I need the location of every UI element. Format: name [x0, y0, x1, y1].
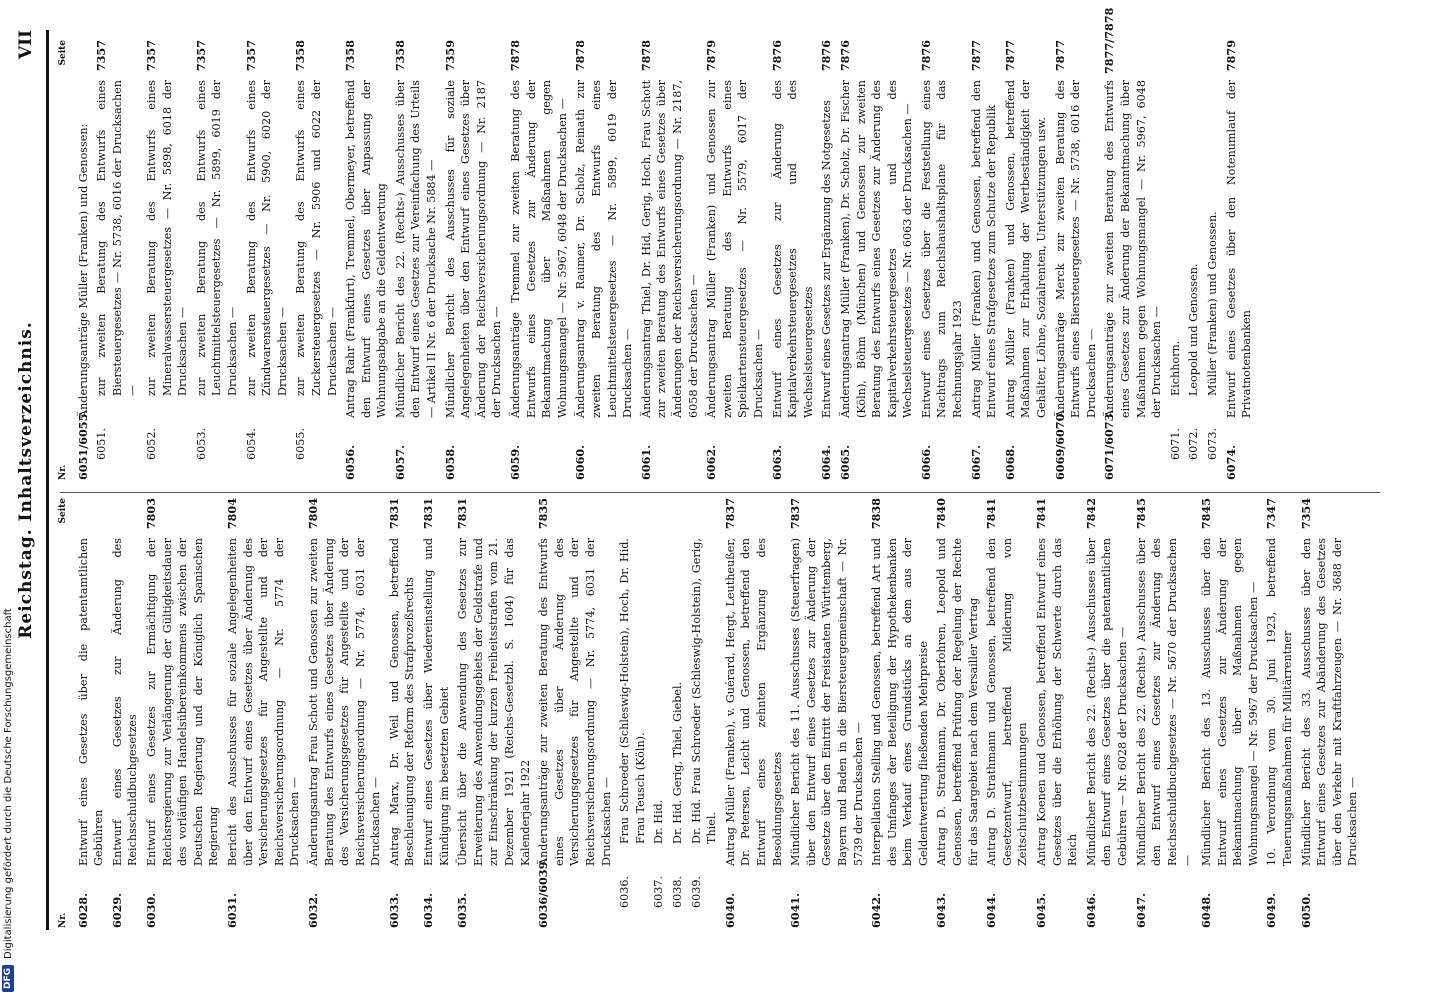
entry-number: 6057.	[392, 444, 407, 480]
dfg-logo: DFG	[2, 965, 14, 992]
entry-text: Entwurf eines Gesetzes über den Notenumlauf der Privatnotenbanken	[1224, 80, 1254, 418]
entry-text: zur zweiten Beratung des Entwurfs eines Zündwarensteuergesetzes — Nr. 5900, 6020 der Drucksachen —	[244, 80, 289, 396]
entry-page: 7837	[788, 498, 803, 530]
toc-entry	[76, 498, 107, 928]
entry-page: 7879	[1223, 40, 1238, 72]
entry-number: 6063.	[769, 444, 784, 480]
entry-page: 7842	[1083, 498, 1098, 530]
entry-number: 6047.	[1133, 892, 1148, 928]
entry-number: 6036.	[618, 875, 632, 908]
entry-number: 6037.	[652, 875, 666, 908]
entry-page: 7837	[722, 498, 737, 530]
entry-number: 6031.	[224, 892, 239, 928]
toc-entry	[94, 40, 141, 480]
toc-entry	[704, 40, 766, 480]
entry-text: zur zweiten Beratung des Entwurfs eines Mineralwassersteuergesetzes — Nr. 5898, 6018 der Drucksachen —	[144, 80, 190, 396]
entry-page: 7357	[193, 40, 208, 72]
toc-entry	[770, 40, 817, 480]
toc-entry	[144, 40, 191, 480]
toc-entry	[194, 40, 241, 480]
entry-number: 6068.	[1002, 444, 1017, 480]
toc-entry	[455, 498, 533, 928]
entry-text: Mündlicher Bericht des 22. (Rechts-) Ausschusses über den Entwurf eines Gesetzes über die patentamtlichen Gebühren — Nr. 6028 der Drucksachen —	[1084, 538, 1129, 866]
toc-entry	[934, 498, 981, 928]
entry-text: Mündlicher Bericht des 33. Ausschusses über den Entwurf eines Gesetzes zur Abänderung des Gesetzes über den Verkehr mit Kraftfahrzeugen — Nr. 3688 der Drucksachen —	[1299, 538, 1360, 866]
toc-entry	[1053, 40, 1100, 480]
entry-page: 7358	[293, 40, 308, 72]
entry-text: Entwurf eines Gesetzes über die patentamtlichen Gebühren	[76, 538, 106, 866]
entry-number: 6040.	[722, 892, 737, 928]
entry-text: Änderungsantrag Müller (Franken), Dr. Scholz, Dr. Fischer (Köln), Böhm (München) und Genossen zur zweiten Beratung des Entwurfs eines Gesetzes zur Änderung des Kapitalverkehrsteuergesetzes und des Wechselsteuergesetzes — Nr. 6063 der Drucksachen —	[838, 80, 915, 418]
toc-entry	[343, 40, 390, 480]
entry-number: 6039.	[689, 875, 703, 908]
footer-text: Digitalisierung gefördert durch die Deutsche Forschungsgemeinschaft	[2, 608, 14, 959]
toc-entry	[1205, 40, 1221, 480]
entry-number: 6067.	[968, 444, 983, 480]
entry-number: 6038.	[670, 875, 684, 908]
entry-text: Entwurf eines Gesetzes über Wiedereinstellung und Kündigung im besetzten Gebiet	[422, 538, 451, 866]
entry-number: 6059.	[508, 444, 523, 480]
entry-text: Änderungsanträge Müller (Franken) und Genossen:	[76, 123, 90, 418]
entry-number: 6060.	[573, 444, 588, 480]
entry-page: 7357	[94, 40, 109, 72]
entry-number: 6029.	[109, 892, 124, 928]
toc-entry	[508, 40, 570, 480]
entry-text: 10. Verordnung vom 30. Juni 1923, betreffend Teuerungsmaßnahmen für Militärrentner	[1265, 538, 1294, 866]
entry-page: 7878	[638, 40, 653, 72]
entry-text: Leopold und Genossen.	[1187, 263, 1201, 396]
nr-label: Nr.	[58, 912, 68, 928]
entry-text: Antrag D. Strathmann und Genossen, betreffend den Gesetzentwurf, betreffend Milderung von Zeitschutzbestimmungen	[985, 538, 1030, 866]
entry-page: 7876	[819, 40, 834, 72]
entry-text: Änderungsanträge zur zweiten Beratung des Entwurfs eines Gesetzes zur Änderung der Bekanntmachung über Maßnahmen gegen Wohnungsmangel — Nr. 5967, 6048 der Drucksachen —	[1103, 80, 1164, 418]
right-column-head	[56, 40, 72, 480]
toc-entry	[1224, 40, 1255, 480]
entry-number: 6056.	[343, 444, 358, 480]
entry-page: 7876	[769, 40, 784, 72]
entry-page: 7841	[984, 498, 999, 530]
toc-entry	[819, 40, 835, 480]
entry-page: 7347	[1264, 498, 1279, 530]
toc-entry	[1264, 498, 1295, 928]
entry-text: Entwurf eines Gesetzes über die Feststellung eines Nachtrags zum Reichshaushaltsplane für das Rechnungsjahr 1923	[919, 80, 965, 418]
entry-text: Frau Schroeder (Schleswig-Holstein), Hoch, Dr. Hid. Frau Teusch (Köln).	[618, 538, 647, 844]
entry-number: 6062.	[704, 444, 719, 480]
entry-text: Mündlicher Bericht des 13. Ausschusses über den Entwurf eines Gesetzes zur Änderung der Bekanntmachung über Maßnahmen gegen Wohnungsmangel — Nr. 5967 der Drucksachen —	[1199, 538, 1260, 866]
entry-page: 7357	[143, 40, 158, 72]
entry-text: zur zweiten Beratung des Entwurfs eines Zuckersteuergesetzes — Nr. 5906 und 6022 der Drucksachen —	[294, 80, 339, 396]
toc-entry	[670, 498, 686, 928]
entry-text: Änderungsanträge Merck zur zweiten Beratung des Entwurfs eines Biersteuergesetzes — Nr. 5738, 6016 der Drucksachen —	[1053, 80, 1098, 418]
entry-number: 6051.	[95, 427, 109, 460]
entry-text: Interpellation Stelling und Genossen, betreffend Art und des Umfanges der Beteiligung der Hypothekenbanken beim Verkauf eines Grundstücks an dem aus der Geldentwertung fließenden Mehrpreise	[870, 538, 930, 866]
toc-entry	[306, 498, 384, 928]
toc-entry	[244, 40, 291, 480]
entry-text: Antrag Rahr (Frankfurt), Tremmel, Obermeyer, betreffend den Entwurf eines Gesetzes über Anpassung der Wohnungsabgabe an die Geldentwertung	[344, 80, 389, 418]
entry-page: 7879	[704, 40, 719, 72]
entry-page: 7804	[305, 498, 320, 530]
entry-page: 7876	[918, 40, 933, 72]
entry-number: 6069/6070.	[1052, 409, 1067, 480]
toc-entry	[869, 498, 931, 928]
toc-entry	[639, 40, 701, 480]
entry-number: 6035.	[455, 892, 470, 928]
entry-text: Müller (Franken) und Genossen.	[1205, 211, 1219, 396]
entry-page: 7878	[573, 40, 588, 72]
entry-page: 7835	[536, 498, 551, 530]
entry-number: 6046.	[1083, 892, 1098, 928]
entry-number: 6073.	[1205, 427, 1219, 460]
toc-entry	[1199, 498, 1261, 928]
entry-text: Entwurf eines Gesetzes zur Ermächtigung der Reichsregierung zur Verlängerung der Gültigkeitsdauer des vorläufigen Handelsübereinkommens zwischen der Deutschen Regierung und der Königlich Spanischen Regierung	[144, 538, 221, 866]
toc-entry	[723, 498, 785, 928]
entry-text: Mündlicher Bericht des 22. (Rechts-) Ausschusses über den Entwurf eines Gesetzes zur Änderung des Reichsschuldbuchgesetzes — Nr. 5670 der Drucksachen —	[1134, 538, 1195, 866]
entry-page: 7840	[934, 498, 949, 530]
page-header	[14, 30, 44, 930]
entry-text: Dr. Hid. Gerig, Thiel, Giebel.	[670, 681, 684, 844]
entry-text: Mündlicher Bericht des 22. (Rechts-) Ausschusses über den Entwurf eines Gesetzes zur Vereinfachung des Urteils — Artikel II Nr. 6 der Drucksache Nr. 5884 —	[393, 80, 439, 418]
toc-entry	[443, 40, 505, 480]
toc-entry	[1034, 498, 1081, 928]
entry-text: Bericht des Ausschusses für soziale Angelegenheiten über den Entwurf eines Gesetzes über Änderung des Versicherungsgesetzes für Angestellte und der Reichsversicherungsordnung — Nr. 5774 der Drucksachen —	[225, 538, 302, 866]
entry-page: 7803	[143, 498, 158, 530]
toc-entry	[651, 498, 667, 928]
toc-entry	[1299, 498, 1361, 928]
column-divider	[60, 492, 1380, 493]
right-entries	[75, 7, 1255, 480]
toc-entry	[689, 498, 720, 928]
entry-number: 6061.	[638, 444, 653, 480]
entry-number: 6036/6039.	[536, 857, 551, 928]
left-entries	[76, 498, 1361, 928]
entry-number: 6051/6055.	[75, 409, 90, 480]
entry-number: 6030.	[143, 892, 158, 928]
page-title: Reichstag. Inhaltsverzeichnis.	[16, 321, 36, 639]
entry-number: 6065.	[837, 444, 852, 480]
header-rule	[46, 30, 49, 930]
toc-entry	[969, 40, 1000, 480]
entry-text: Antrag Müller (Franken) und Genossen, betreffend den Entwurf eines Strafgesetzes zum Schutze der Republik	[969, 80, 999, 418]
entry-number: 6055.	[294, 427, 308, 460]
toc-entry	[788, 498, 866, 928]
toc-entry	[919, 40, 966, 480]
toc-entry	[1186, 40, 1202, 480]
toc-entry	[838, 40, 916, 480]
entry-number: 6042.	[869, 892, 884, 928]
toc-entry	[536, 498, 614, 928]
toc-entry	[110, 498, 141, 928]
entry-text: Änderungsantrag Frau Schott und Genossen zur zweiten Beratung des Entwurfs eines Gesetzes über Änderung des Versicherungsgesetzes für Angestellte und der Reichsversicherungsordnung — Nr. 5774, 6031 der Drucksachen —	[306, 538, 383, 866]
entry-page: 7841	[1034, 498, 1049, 530]
entry-number: 6054.	[244, 427, 258, 460]
entry-number: 6053.	[194, 427, 208, 460]
entry-text: Antrag Müller (Franken) und Genossen, betreffend Maßnahmen zur Erhaltung der Wertbeständigkeit der Gehälter, Löhne, Sozialrenten, Unterstützungen usw.	[1003, 80, 1049, 418]
left-column	[56, 498, 1364, 928]
entry-number: 6064.	[819, 444, 834, 480]
entry-number: 6044.	[984, 892, 999, 928]
entry-number: 6066.	[918, 444, 933, 480]
entry-number: 6049.	[1264, 892, 1279, 928]
entry-text: zur zweiten Beratung des Entwurfs eines Leuchtmittelsteuergesetzes — Nr. 5899, 6019 der Drucksachen —	[194, 80, 239, 396]
entry-text: zur zweiten Beratung des Entwurfs eines Biersteuergesetzes — Nr. 5738, 6016 der Drucksachen —	[95, 80, 140, 396]
entry-number: 6041.	[788, 892, 803, 928]
entry-page: 7845	[1133, 498, 1148, 530]
entry-page: 7358	[343, 40, 358, 72]
page-number: VII	[16, 30, 36, 60]
entry-text: Änderungsanträge Tremmel zur zweiten Beratung des Entwurfs eines Gesetzes zur Änderung der Bekanntmachung über Maßnahmen gegen Wohnungsmangel — Nr. 5967, 6048 der Drucksachen —	[509, 80, 569, 418]
entry-text: Mündlicher Bericht des Ausschusses für soziale Angelegenheiten über den Entwurf eines Gesetzes über Änderung der Reichsversicherungsordnung — Nr. 2187 der Drucksachen —	[443, 80, 504, 418]
entry-number: 6033.	[386, 892, 401, 928]
entry-text: Entwurf eines Gesetzes zur Ergänzung des Notgesetzes	[820, 100, 834, 418]
entry-page: 7845	[1198, 498, 1213, 530]
entry-number: 6028.	[75, 892, 90, 928]
entry-page: 7878	[508, 40, 523, 72]
entry-page: 7877/7878	[1102, 7, 1117, 74]
entry-text: Änderungsantrag Müller (Franken) und Genossen zur zweiten Beratung des Entwurfs eines Spielkartensteuergesetzes — Nr. 5579, 6017 der Drucksachen —	[705, 80, 765, 418]
entry-text: Mündlicher Bericht des 11. Ausschusses (Steuerfragen) über den Entwurf eines Gesetzes zur Änderung der Gesetze über den Eintritt der Freistaaten Württemberg, Bayern und Baden in die Biersteuergemeinschaft — Nr. 5739 der Drucksachen —	[789, 538, 865, 866]
entry-page: 7877	[1002, 40, 1017, 72]
entry-text: Übersicht über die Anwendung des Gesetzes zur Erweiterung des Anwendungsgebiets der Geldstrafe und zur Einschränkung der kurzen Freiheitsstrafen vom 21. Dezember 1921 (Reichs-Gesetzbl. S. 1604) für das Kalenderjahr 1922	[456, 538, 532, 866]
toc-entry	[387, 498, 418, 928]
entry-page: 7831	[455, 498, 470, 530]
toc-entry	[225, 498, 303, 928]
entry-number: 6050.	[1298, 892, 1313, 928]
entry-page: 7876	[837, 40, 852, 72]
seite-label: Seite	[58, 40, 68, 66]
entry-number: 6034.	[421, 892, 436, 928]
entry-page: 7358	[392, 40, 407, 72]
entry-text: Antrag D. Strathmann, Dr. Oberfohren, Leopold und Genossen, betreffend Prüfung der Regelung der Rechte für das Saargebiet nach dem Versailler Vertrag	[935, 538, 980, 866]
entry-text: Antrag Koenen und Genossen, betreffend Entwurf eines Gesetzes über die Erhöhung der Schwerte durch das Reich	[1035, 538, 1080, 866]
entry-number: 6072.	[1187, 427, 1201, 460]
entry-text: Eichhorn.	[1168, 340, 1182, 396]
right-column	[56, 7, 1258, 480]
entry-page: 7831	[421, 498, 436, 530]
toc-entry	[421, 498, 452, 928]
entry-text: Entwurf eines Gesetzes zur Änderung des Kapitalverkehrsteuergesetzes und des Wechselsteuergesetzes	[770, 80, 815, 418]
entry-page: 7804	[224, 498, 239, 530]
entry-page: 7359	[442, 40, 457, 72]
entry-page: 7354	[1298, 498, 1313, 530]
toc-entry	[144, 498, 222, 928]
entry-text: Antrag Marx, Dr. Weil und Genossen, betreffend Beschleunigung der Reform des Strafprozeßrechts	[387, 538, 417, 866]
seite-label: Seite	[58, 498, 68, 524]
toc-entry	[1003, 40, 1050, 480]
entry-number: 6071.	[1168, 427, 1182, 460]
entry-text: Änderungsanträge zur zweiten Beratung des Entwurfs eines Gesetzes über Änderung des Versicherungsgesetzes für Angestellte und der Reichsversicherungsordnung — Nr. 5774, 6031 der Drucksachen —	[537, 538, 613, 866]
entry-text: Dr. Hid. Frau Schroeder (Schleswig-Holstein), Gerig, Thiel.	[689, 538, 719, 844]
toc-entry	[293, 40, 340, 480]
toc-entry	[984, 498, 1031, 928]
nr-label: Nr.	[58, 464, 68, 480]
toc-entry	[1102, 7, 1164, 480]
entry-number: 6032.	[305, 892, 320, 928]
toc-entry	[1168, 40, 1184, 480]
entry-page: 7877	[968, 40, 983, 72]
toc-entry	[617, 498, 648, 928]
toc-entry	[393, 40, 440, 480]
entry-text: Antrag Müller (Franken), v. Guérard, Hergt, Leutheußer, Dr. Petersen, Leicht und Genossen, betreffend den Entwurf eines zehnten Ergänzung des Besoldungsgesetzes	[723, 538, 784, 866]
entry-page: 7877	[1052, 40, 1067, 72]
toc-entry	[1134, 498, 1196, 928]
left-column-head	[56, 498, 72, 928]
toc-entry	[1084, 498, 1131, 928]
entry-page: 7357	[243, 40, 258, 72]
entry-number: 6074.	[1223, 444, 1238, 480]
entry-page: 7831	[386, 498, 401, 530]
entry-text: Dr. Hid.	[652, 799, 666, 844]
footer	[2, 608, 14, 992]
entry-number: 6052.	[144, 427, 158, 460]
toc-entry	[76, 40, 92, 480]
entry-number: 6058.	[442, 444, 457, 480]
entry-number: 6048.	[1198, 892, 1213, 928]
entry-number: 6045.	[1034, 892, 1049, 928]
entry-number: 6043.	[934, 892, 949, 928]
entry-text: Änderungsantrag v. Raumer, Dr. Scholz, Reinath zur zweiten Beratung des Entwurfs eines Leuchtmittelsteuergesetzes — Nr. 5899, 6019 der Drucksachen —	[574, 80, 635, 418]
entry-page: 7838	[869, 498, 884, 530]
entry-number: 6071/6073.	[1102, 409, 1117, 480]
toc-entry	[573, 40, 635, 480]
entry-text: Änderungsantrag Thiel, Dr. Hid, Gerig, Hoch, Frau Schott zur zweiten Beratung des Entwurfs eines Gesetzes über Änderungen der Reichsversicherungsordnung — Nr. 2187, 6058 der Drucksachen —	[639, 80, 700, 418]
entry-text: Entwurf eines Gesetzes zur Änderung des Reichsschuldbuchgesetzes	[110, 538, 140, 866]
